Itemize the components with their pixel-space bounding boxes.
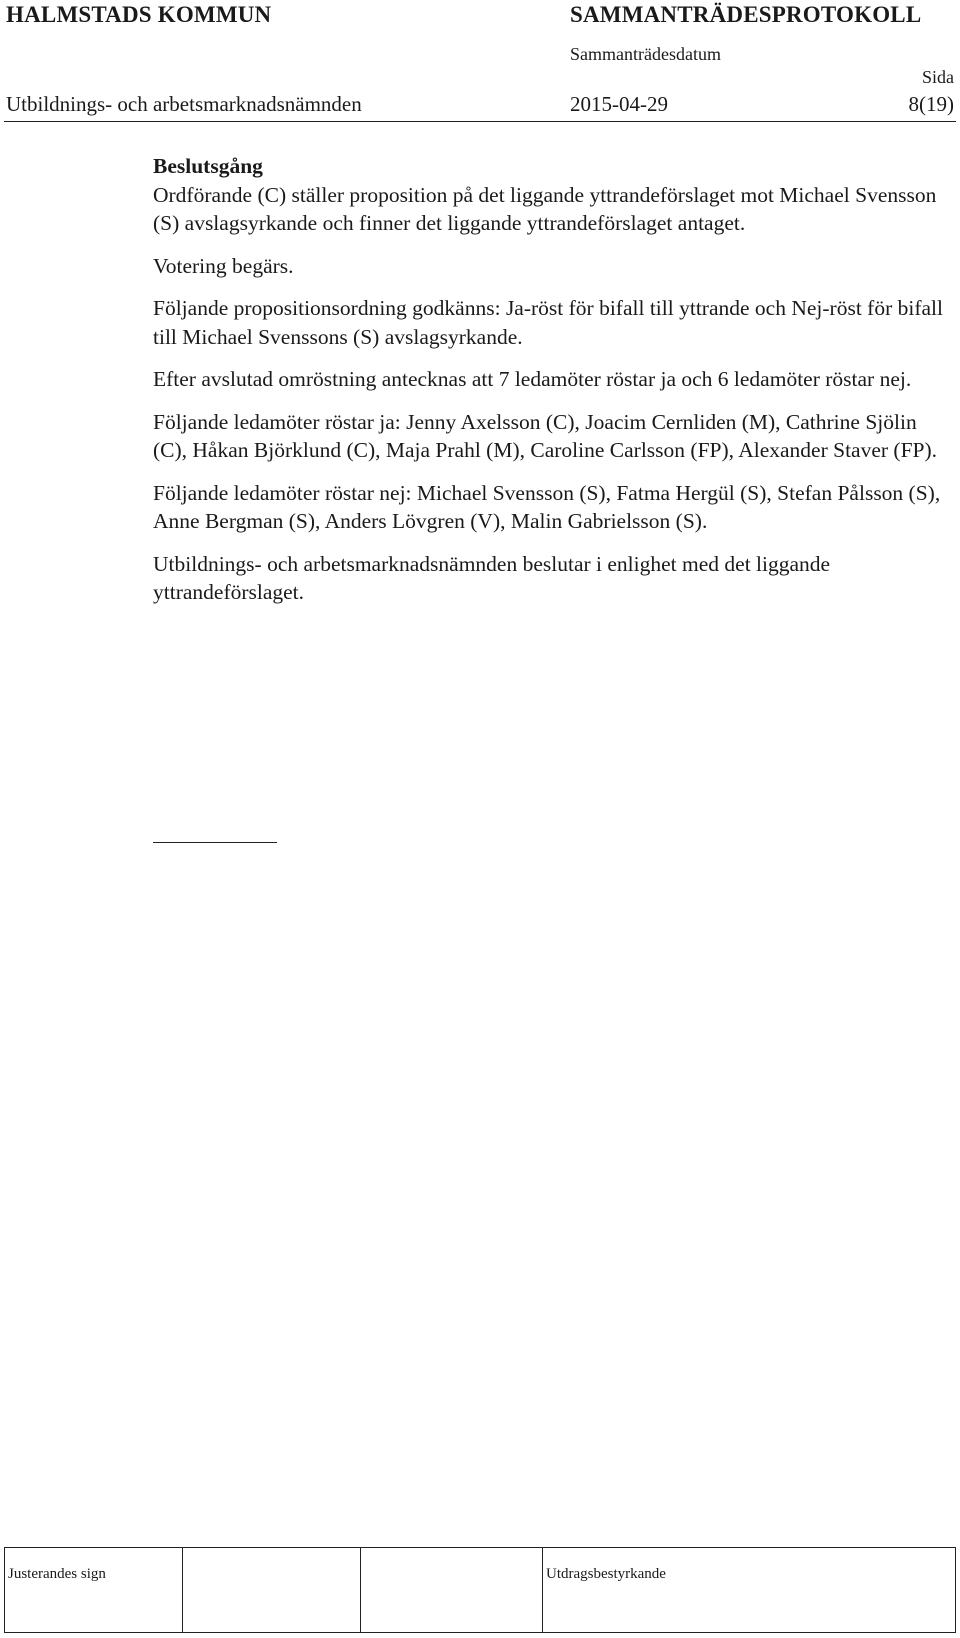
paragraph-vote-requested: Votering begärs.	[153, 253, 294, 278]
header-divider	[4, 121, 956, 122]
end-rule	[153, 842, 277, 843]
section-heading: Beslutsgång	[153, 154, 263, 178]
meeting-date: 2015-04-29	[570, 92, 668, 116]
decision-section	[153, 152, 943, 621]
paragraph-vote-result: Efter avslutad omröstning antecknas att 7 ledamöter röstar ja och 6 ledamöter röstar nej.	[153, 367, 912, 391]
footer-cell-extract-certification: Utdragsbestyrkande	[546, 1566, 666, 1582]
paragraph-voting-order: Följande propositionsordning godkänns: Ja-röst för bifall till yttrande och Nej-röst för bifall till Michael Svenssons (S) avslagsyrkande.	[153, 296, 943, 349]
paragraph-yes-votes: Följande ledamöter röstar ja: Jenny Axelsson (C), Joacim Cernliden (M), Cathrine Sjölin (C), Håkan Björklund (C), Maja Prahl (M), Caroline Carlsson (FP), Alexander Staver (FP).	[153, 409, 938, 462]
footer-cell-adjuster-sign: Justerandes sign	[5, 1548, 183, 1632]
paragraph-decision: Utbildnings- och arbetsmarknadsnämnden beslutar i enlighet med det liggande yttrandeförslaget.	[153, 551, 831, 604]
signature-footer	[4, 1547, 956, 1633]
page-number: 8(19)	[908, 92, 954, 116]
footer-cell-sign-3	[361, 1548, 543, 1632]
document-type: SAMMANTRÄDESPROTOKOLL	[570, 2, 922, 27]
footer-cell-sign-2	[183, 1548, 361, 1632]
paragraph-no-votes: Följande ledamöter röstar nej: Michael Svensson (S), Fatma Hergül (S), Stefan Pålsson (S), Anne Bergman (S), Anders Lövgren (V), Malin Gabrielsson (S).	[153, 480, 941, 533]
paragraph-proposition: Ordförande (C) ställer proposition på det liggande yttrandeförslaget mot Michael Svensson (S) avslagsyrkande och finner det liggande yttrandeförslaget antaget.	[153, 182, 937, 235]
organization-name: HALMSTADS KOMMUN	[6, 2, 272, 27]
committee-name: Utbildnings- och arbetsmarknadsnämnden	[6, 92, 362, 116]
page-label: Sida	[921, 67, 954, 87]
meeting-date-label: Sammanträdesdatum	[570, 44, 721, 64]
